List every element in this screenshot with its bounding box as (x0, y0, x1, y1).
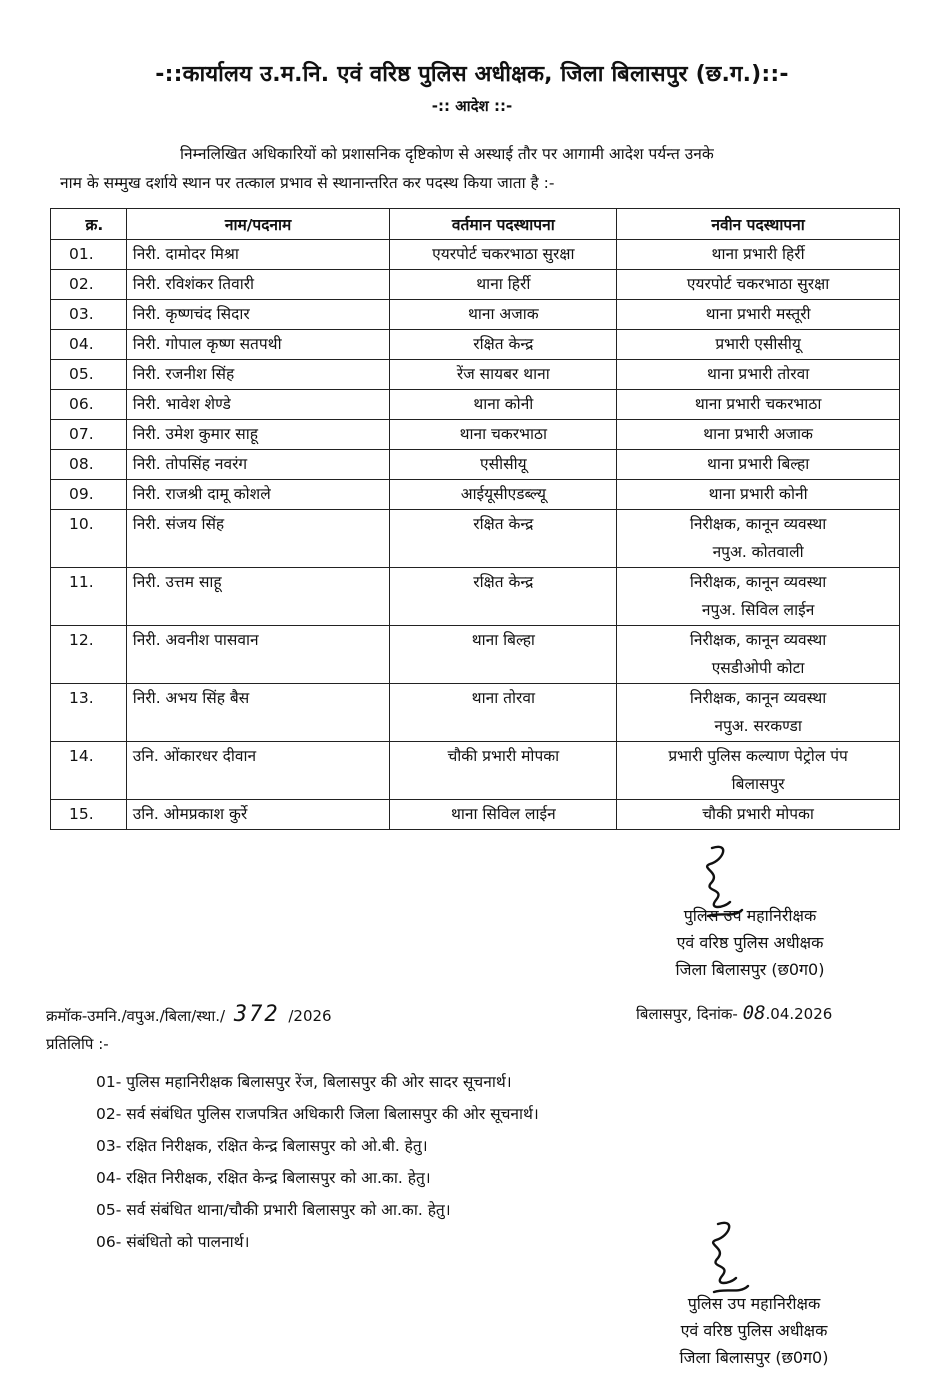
cell-text: 15. (69, 805, 94, 823)
signatory-designation: पुलिस उप महानिरीक्षक (683, 906, 817, 925)
cell-name (126, 626, 390, 684)
intro-paragraph (60, 140, 890, 198)
cell-name (126, 800, 390, 830)
cell-text: रेंज सायबर थाना (456, 365, 550, 383)
cell-text: निरी. गोपाल कृष्ण सतपथी (132, 335, 282, 353)
cell-current-posting (390, 450, 617, 480)
cell-serial (51, 626, 127, 684)
office-title: -::कार्यालय उ.म.नि. एवं वरिष्ठ पुलिस अधीक्षक, जिला बिलासपुर (छ.ग.)::- (155, 62, 789, 87)
table-row (51, 742, 900, 800)
cell-text: निरी. अभय सिंह बैस (132, 689, 250, 707)
cell-new-posting (617, 450, 900, 480)
cell-text: उनि. ओमप्रकाश कुर्रे (132, 805, 248, 823)
cell-text: 02. (69, 275, 94, 293)
cell-text: 11. (69, 573, 94, 591)
transfer-table (50, 208, 900, 830)
cell-text: निरी. उत्तम साहू (132, 573, 222, 591)
list-item: 03- रक्षित निरीक्षक, रक्षित केन्द्र बिलासपुर को ओ.बी. हेतु। (96, 1137, 428, 1155)
cell-serial (51, 742, 127, 800)
cell-current-posting (390, 510, 617, 568)
cell-text: रक्षित केन्द्र (473, 515, 534, 533)
cell-name (126, 360, 390, 390)
cell-new-posting (617, 240, 900, 270)
table-body (51, 240, 900, 830)
signatory-designation-2: एवं वरिष्ठ पुलिस अधीक्षक (676, 933, 824, 952)
cell-text: निरी. अवनीश पासवान (132, 631, 259, 649)
cell-text: थाना सिविल लाईन (450, 805, 556, 823)
cell-name (126, 450, 390, 480)
cell-serial (51, 510, 127, 568)
cell-name (126, 240, 390, 270)
cell-name (126, 390, 390, 420)
cell-text: निरी. रविशंकर तिवारी (132, 275, 255, 293)
cell-serial (51, 450, 127, 480)
list-item: 06- संबंधितो को पालनार्थ। (96, 1233, 250, 1251)
copy-to-label: प्रतिलिपि :- (46, 1035, 109, 1053)
signatory-designation: पुलिस उप महानिरीक्षक (687, 1294, 821, 1313)
cell-current-posting (390, 330, 617, 360)
cell-text: प्रभारी पुलिस कल्याण पेट्रोल पंप (668, 747, 848, 765)
cell-text: थाना प्रभारी मस्तूरी (705, 305, 811, 323)
cell-text: निरीक्षक, कानून व्यवस्था (689, 515, 827, 533)
cell-text: थाना प्रभारी अजाक (703, 425, 813, 443)
header-name: नाम/पदनाम (126, 209, 390, 240)
cell-text: चौकी प्रभारी मोपका (447, 747, 560, 765)
table-row (51, 420, 900, 450)
cell-text: निरी. कृष्णचंद सिदार (132, 305, 250, 323)
cell-serial (51, 420, 127, 450)
cell-name (126, 742, 390, 800)
list-item: 02- सर्व संबंधित पुलिस राजपत्रित अधिकारी जिला बिलासपुर की ओर सूचनार्थ। (96, 1105, 539, 1123)
cell-current-posting (390, 420, 617, 450)
signatory-designation-2: एवं वरिष्ठ पुलिस अधीक्षक (680, 1321, 828, 1340)
intro-line-2: नाम के सम्मुख दर्शाये स्थान पर तत्काल प्रभाव से स्थानान्तरित कर पदस्थ किया जाता है :- (60, 174, 555, 192)
cell-current-posting (390, 684, 617, 742)
table-row (51, 240, 900, 270)
cell-text: एयरपोर्ट चकरभाठा सुरक्षा (432, 245, 575, 263)
cell-text: 08. (69, 455, 94, 473)
cell-text: एयरपोर्ट चकरभाठा सुरक्षा (686, 275, 830, 293)
table-row (51, 390, 900, 420)
cell-text: एसडीओपी कोटा (711, 659, 805, 677)
cell-name (126, 300, 390, 330)
cell-new-posting (617, 684, 900, 742)
cell-text: थाना अजाक (467, 305, 539, 323)
cell-new-posting (617, 360, 900, 390)
cell-text: 04. (69, 335, 94, 353)
header-new-posting: नवीन पदस्थापना (617, 209, 900, 240)
cell-text: नपुअ. सिविल लाईन (701, 601, 815, 619)
signature-block-2 (614, 1290, 894, 1371)
cell-text: प्रभारी एसीसीयू (715, 335, 801, 353)
cell-text: 14. (69, 747, 94, 765)
signatory-district: जिला बिलासपुर (छ0ग0) (679, 1348, 829, 1367)
cell-new-posting (617, 390, 900, 420)
date-prefix: बिलासपुर, दिनांक- (636, 1005, 738, 1023)
cell-text: 09. (69, 485, 94, 503)
cell-current-posting (390, 270, 617, 300)
signature-block-1 (610, 902, 890, 983)
cell-serial (51, 568, 127, 626)
table-row (51, 568, 900, 626)
cell-name (126, 420, 390, 450)
intro-line-1: निम्नलिखित अधिकारियों को प्रशासनिक दृष्टिकोण से अस्थाई तौर पर आगामी आदेश पर्यन्त उनके (180, 145, 714, 163)
cell-text: आईयूसीएडब्ल्यू (460, 485, 546, 503)
cell-text: निरी. राजश्री दामू कोशले (132, 485, 271, 503)
cell-current-posting (390, 390, 617, 420)
cell-serial (51, 684, 127, 742)
cell-text: निरी. दामोदर मिश्रा (132, 245, 239, 263)
table-row (51, 800, 900, 830)
cell-text: नपुअ. कोतवाली (712, 543, 804, 561)
table-row (51, 510, 900, 568)
cell-name (126, 568, 390, 626)
cell-text: रक्षित केन्द्र (473, 573, 534, 591)
reference-date (636, 1002, 832, 1024)
table-row (51, 626, 900, 684)
cell-current-posting (390, 300, 617, 330)
cell-text: 05. (69, 365, 94, 383)
reference-number (46, 1002, 332, 1027)
cell-new-posting (617, 742, 900, 800)
cell-text: 13. (69, 689, 94, 707)
cell-current-posting (390, 568, 617, 626)
cell-text: निरी. तोपसिंह नवरंग (132, 455, 248, 473)
cell-text: निरी. उमेश कुमार साहू (132, 425, 258, 443)
table-row (51, 330, 900, 360)
cell-text: निरीक्षक, कानून व्यवस्था (689, 573, 827, 591)
cell-text: निरीक्षक, कानून व्यवस्था (689, 631, 827, 649)
cell-text: थाना प्रभारी चकरभाठा (694, 395, 822, 413)
cell-new-posting (617, 270, 900, 300)
cell-current-posting (390, 800, 617, 830)
list-item: 01- पुलिस महानिरीक्षक बिलासपुर रेंज, बिलासपुर की ओर सादर सूचनार्थ। (96, 1073, 512, 1091)
cell-name (126, 480, 390, 510)
cell-serial (51, 270, 127, 300)
cell-text: थाना चकरभाठा (459, 425, 548, 443)
cell-current-posting (390, 480, 617, 510)
table-row (51, 270, 900, 300)
cell-text: 06. (69, 395, 94, 413)
table-row (51, 684, 900, 742)
cell-current-posting (390, 240, 617, 270)
cell-text: थाना प्रभारी हिर्री (711, 245, 805, 263)
reference-handwritten-number: 372 (233, 1002, 280, 1027)
table-header-row (51, 209, 900, 240)
cell-serial (51, 300, 127, 330)
cell-current-posting (390, 626, 617, 684)
cell-new-posting (617, 510, 900, 568)
date-rest: .04.2026 (765, 1005, 833, 1023)
cell-serial (51, 480, 127, 510)
order-subtitle: -:: आदेश ::- (431, 97, 513, 115)
cell-serial (51, 240, 127, 270)
cell-text: रक्षित केन्द्र (473, 335, 534, 353)
signatory-district: जिला बिलासपुर (छ0ग0) (675, 960, 825, 979)
cell-text: बिलासपुर (731, 775, 785, 793)
header-serial: क्र. (51, 209, 127, 240)
cell-serial (51, 360, 127, 390)
table-row (51, 450, 900, 480)
cell-name (126, 270, 390, 300)
list-item: 05- सर्व संबंधित थाना/चौकी प्रभारी बिलासपुर को आ.का. हेतु। (96, 1201, 451, 1219)
cell-text: थाना कोनी (473, 395, 534, 413)
cell-text: एसीसीयू (480, 455, 527, 473)
table-row (51, 300, 900, 330)
cell-text: 07. (69, 425, 94, 443)
cell-text: चौकी प्रभारी मोपका (702, 805, 814, 823)
cell-serial (51, 330, 127, 360)
cell-current-posting (390, 360, 617, 390)
cell-text: 10. (69, 515, 94, 533)
cell-text: थाना बिल्हा (471, 631, 535, 649)
cell-new-posting (617, 800, 900, 830)
cell-text: निरीक्षक, कानून व्यवस्था (689, 689, 827, 707)
cell-current-posting (390, 742, 617, 800)
table-row (51, 360, 900, 390)
cell-new-posting (617, 330, 900, 360)
cell-text: थाना प्रभारी बिल्हा (706, 455, 810, 473)
cell-text: थाना प्रभारी तोरवा (706, 365, 810, 383)
reference-prefix: क्रमॉक-उमनि./वपुअ./बिला/स्था./ (46, 1007, 226, 1025)
cell-text: निरी. संजय सिंह (132, 515, 225, 533)
cell-new-posting (617, 626, 900, 684)
cell-text: थाना तोरवा (471, 689, 535, 707)
cell-text: निरी. रजनीश सिंह (132, 365, 235, 383)
cell-name (126, 330, 390, 360)
cell-new-posting (617, 480, 900, 510)
cell-text: निरी. भावेश शेण्डे (132, 395, 231, 413)
cell-text: थाना हिर्री (476, 275, 531, 293)
cell-serial (51, 390, 127, 420)
cell-name (126, 510, 390, 568)
cell-new-posting (617, 568, 900, 626)
cell-new-posting (617, 420, 900, 450)
header-current-posting: वर्तमान पदस्थापना (390, 209, 617, 240)
table-row (51, 480, 900, 510)
cell-text: नपुअ. सरकण्डा (714, 717, 802, 735)
cell-text: उनि. ओंकारधर दीवान (132, 747, 257, 765)
list-item: 04- रक्षित निरीक्षक, रक्षित केन्द्र बिलासपुर को आ.का. हेतु। (96, 1169, 431, 1187)
cell-text: 12. (69, 631, 94, 649)
cell-name (126, 684, 390, 742)
cell-text: 01. (69, 245, 94, 263)
cell-text: 03. (69, 305, 94, 323)
cell-new-posting (617, 300, 900, 330)
reference-year: /2026 (288, 1007, 332, 1025)
cell-serial (51, 800, 127, 830)
cell-text: थाना प्रभारी कोनी (708, 485, 808, 503)
date-handwritten-day: 08 (742, 1002, 766, 1024)
